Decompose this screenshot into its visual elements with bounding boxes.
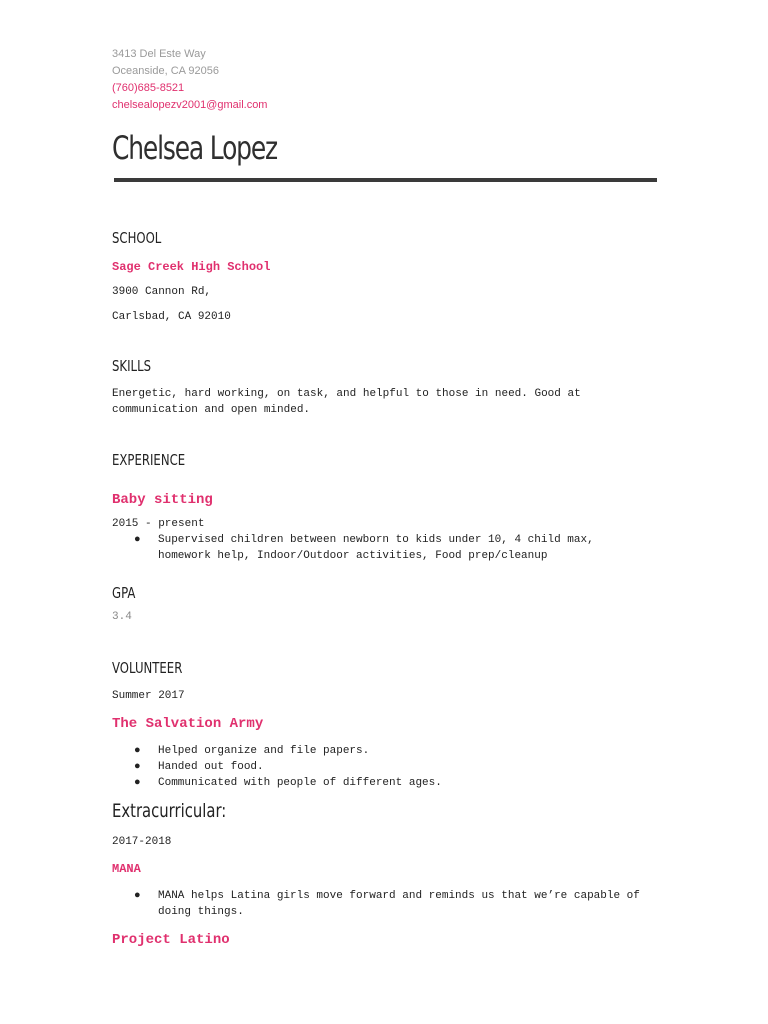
- experience-title: Baby sitting: [112, 492, 213, 508]
- school-heading: SCHOOL: [112, 229, 162, 247]
- experience-bullets: [112, 532, 657, 564]
- experience-dates: 2015 - present: [112, 518, 205, 530]
- contact-city: Oceanside, CA 92056: [112, 65, 220, 77]
- experience-heading: EXPERIENCE: [112, 451, 186, 469]
- volunteer-dates: Summer 2017: [112, 690, 185, 702]
- school-address-line2: Carlsbad, CA 92010: [112, 311, 231, 323]
- mana-line2: doing things.: [158, 906, 244, 918]
- volunteer-org: The Salvation Army: [112, 716, 264, 732]
- extracurricular-org2: Project Latino: [112, 932, 230, 948]
- volunteer-bullet-text: Helped organize and file papers.: [158, 745, 370, 757]
- extracurricular-heading: Extracurricular:: [112, 800, 227, 822]
- header-divider: [114, 178, 657, 182]
- gpa-value: 3.4: [112, 611, 132, 623]
- volunteer-heading: VOLUNTEER: [112, 659, 183, 677]
- contact-street: 3413 Del Este Way: [112, 48, 206, 60]
- skills-line1: Energetic, hard working, on task, and helpful to those in need. Good at: [112, 388, 581, 400]
- bullet-icon: ●: [134, 890, 141, 902]
- bullet-icon: ●: [134, 534, 141, 546]
- list-item: [112, 743, 657, 759]
- school-address-line1: 3900 Cannon Rd,: [112, 286, 212, 298]
- contact-email[interactable]: chelsealopezv2001@gmail.com: [112, 99, 268, 111]
- experience-bullet-line1: Supervised children between newborn to kids under 10, 4 child max,: [158, 534, 594, 546]
- volunteer-bullet-text: Communicated with people of different ages.: [158, 777, 442, 789]
- experience-bullet-line2: homework help, Indoor/Outdoor activities, Food prep/cleanup: [158, 550, 548, 562]
- list-item: [112, 532, 657, 564]
- list-item: [112, 775, 657, 791]
- volunteer-bullet-text: Handed out food.: [158, 761, 264, 773]
- extracurricular-bullets: [112, 888, 657, 920]
- bullet-icon: ●: [134, 761, 141, 773]
- list-item: [112, 759, 657, 775]
- skills-line2: communication and open minded.: [112, 404, 311, 416]
- bullet-icon: ●: [134, 777, 141, 789]
- volunteer-bullets: [112, 743, 657, 791]
- extracurricular-dates: 2017-2018: [112, 836, 172, 848]
- mana-line1: MANA helps Latina girls move forward and reminds us that we’re capable of: [158, 890, 640, 902]
- contact-phone[interactable]: (760)685-8521: [112, 82, 185, 94]
- contact-block: [112, 46, 267, 114]
- extracurricular-org1: MANA: [112, 862, 141, 876]
- skills-heading: SKILLS: [112, 357, 152, 375]
- list-item: [112, 888, 657, 920]
- school-name: Sage Creek High School: [112, 260, 271, 274]
- gpa-heading: GPA: [112, 584, 136, 602]
- candidate-name: Chelsea Lopez: [112, 129, 277, 167]
- bullet-icon: ●: [134, 745, 141, 757]
